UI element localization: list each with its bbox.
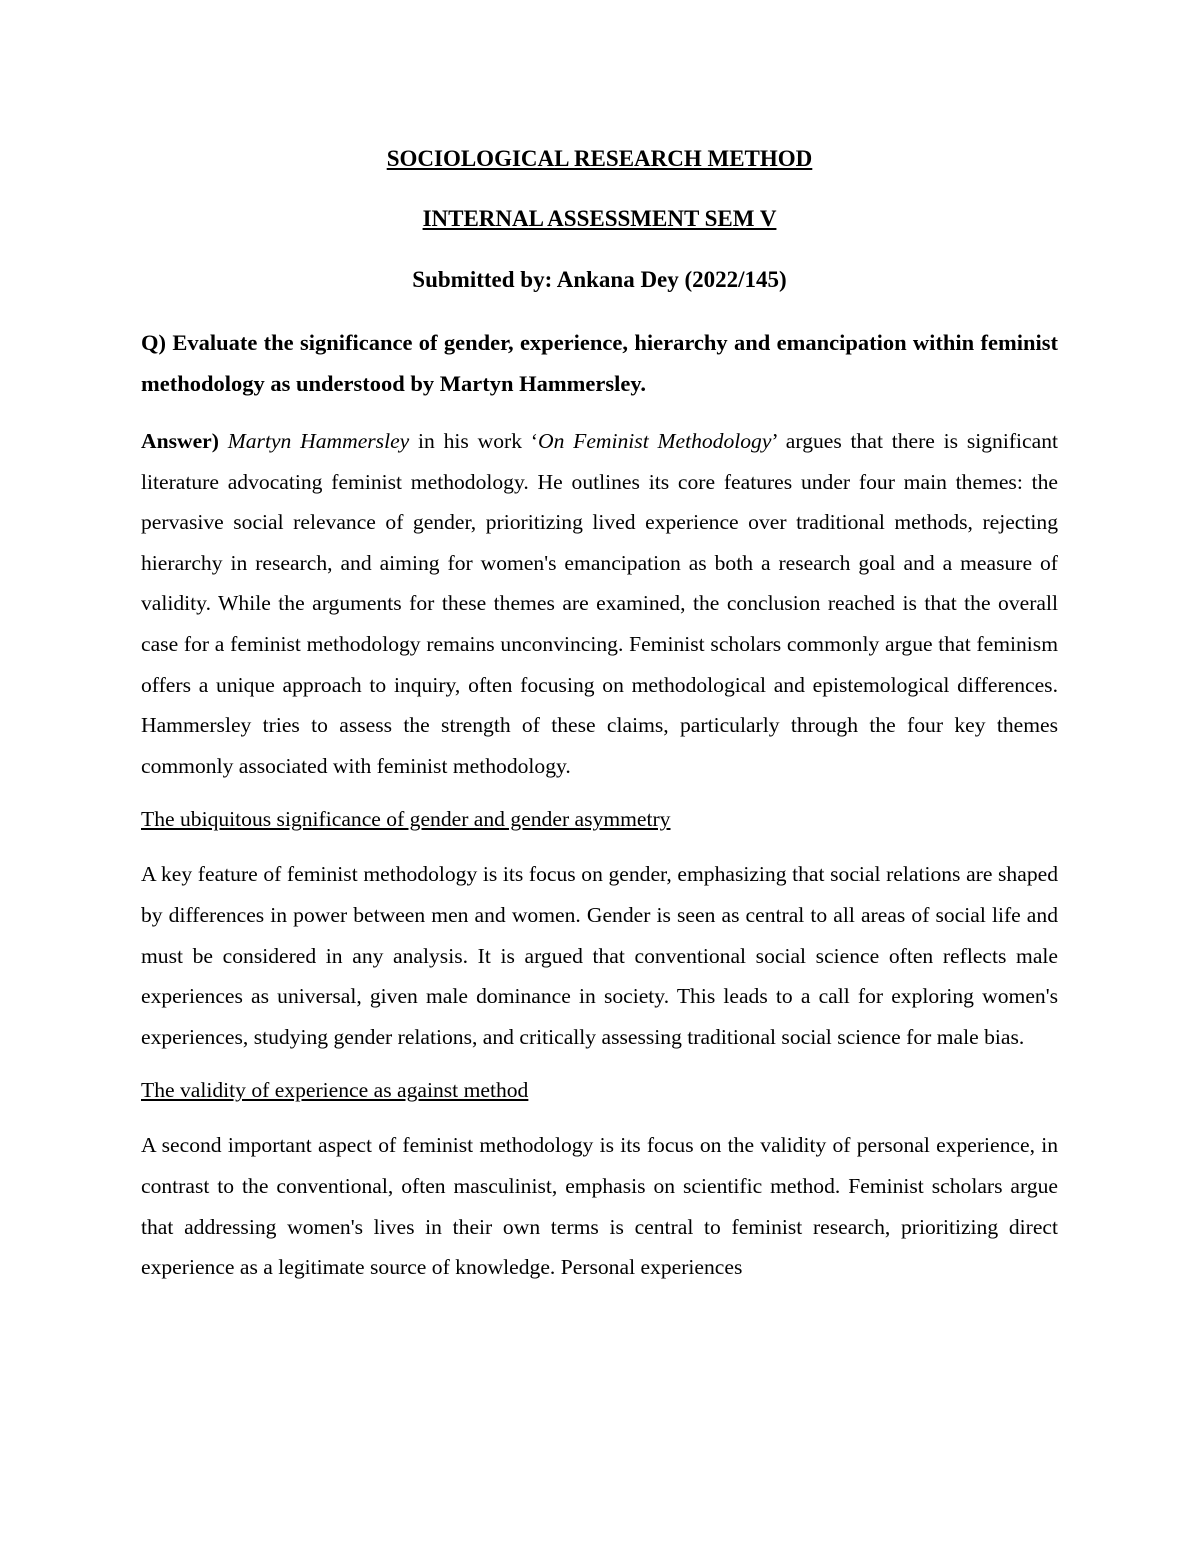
section-body-experience: A second important aspect of feminist methodology is its focus on the validity of personal experience, in contrast to the conventional, often masculinist, emphasis on scientific method. Feminist scholars argue that addressing women's lives in their own terms is central to feminist research, prioritizing direct experience as a legitimate source of knowledge. Personal experiences: [141, 1133, 1058, 1280]
answer-paragraph: [141, 421, 1058, 786]
submitted-by: Submitted by: Ankana Dey (2022/145): [412, 267, 787, 292]
document-content: [141, 143, 1058, 1304]
section-heading-gender: The ubiquitous significance of gender and gender asymmetry: [141, 807, 671, 832]
answer-author: Martyn Hammersley: [227, 429, 410, 453]
document-title: SOCIOLOGICAL RESEARCH METHOD: [386, 146, 813, 171]
section-heading-experience: The validity of experience as against method: [141, 1078, 529, 1103]
question-text: Q) Evaluate the significance of gender, experience, hierarchy and emancipation within feminist methodology as understood by Martyn Hammersley.: [141, 330, 1058, 396]
answer-work-title: On Feminist Methodology: [537, 429, 772, 453]
document-subtitle: INTERNAL ASSESSMENT SEM V: [422, 206, 777, 231]
section-body-gender: A key feature of feminist methodology is its focus on gender, emphasizing that social relations are shaped by differences in power between men and women. Gender is seen as central to all areas of social life and must be considered in any analysis. It is argued that conventional social science often reflects male experiences as universal, given male dominance in society. This leads to a call for exploring women's experiences, studying gender relations, and critically assessing traditional social science for male bias.: [141, 862, 1058, 1049]
answer-text-2: ’ argues that there is significant literature advocating feminist methodology. He outlines its core features under four main themes: the pervasive social relevance of gender, prioritizing lived experience over traditional methods, rejecting hierarchy in research, and aiming for women's emancipation as both a research goal and a measure of validity. While the arguments for these themes are examined, the conclusion reached is that the overall case for a feminist methodology remains unconvincing. Feminist scholars commonly argue that feminism offers a unique approach to inquiry, often focusing on methodological and epistemological differences. Hammersley tries to assess the strength of these claims, particularly through the four key themes commonly associated with feminist methodology.: [141, 429, 1058, 778]
answer-text-1: in his work ‘: [409, 429, 538, 453]
answer-label: Answer): [141, 429, 219, 453]
